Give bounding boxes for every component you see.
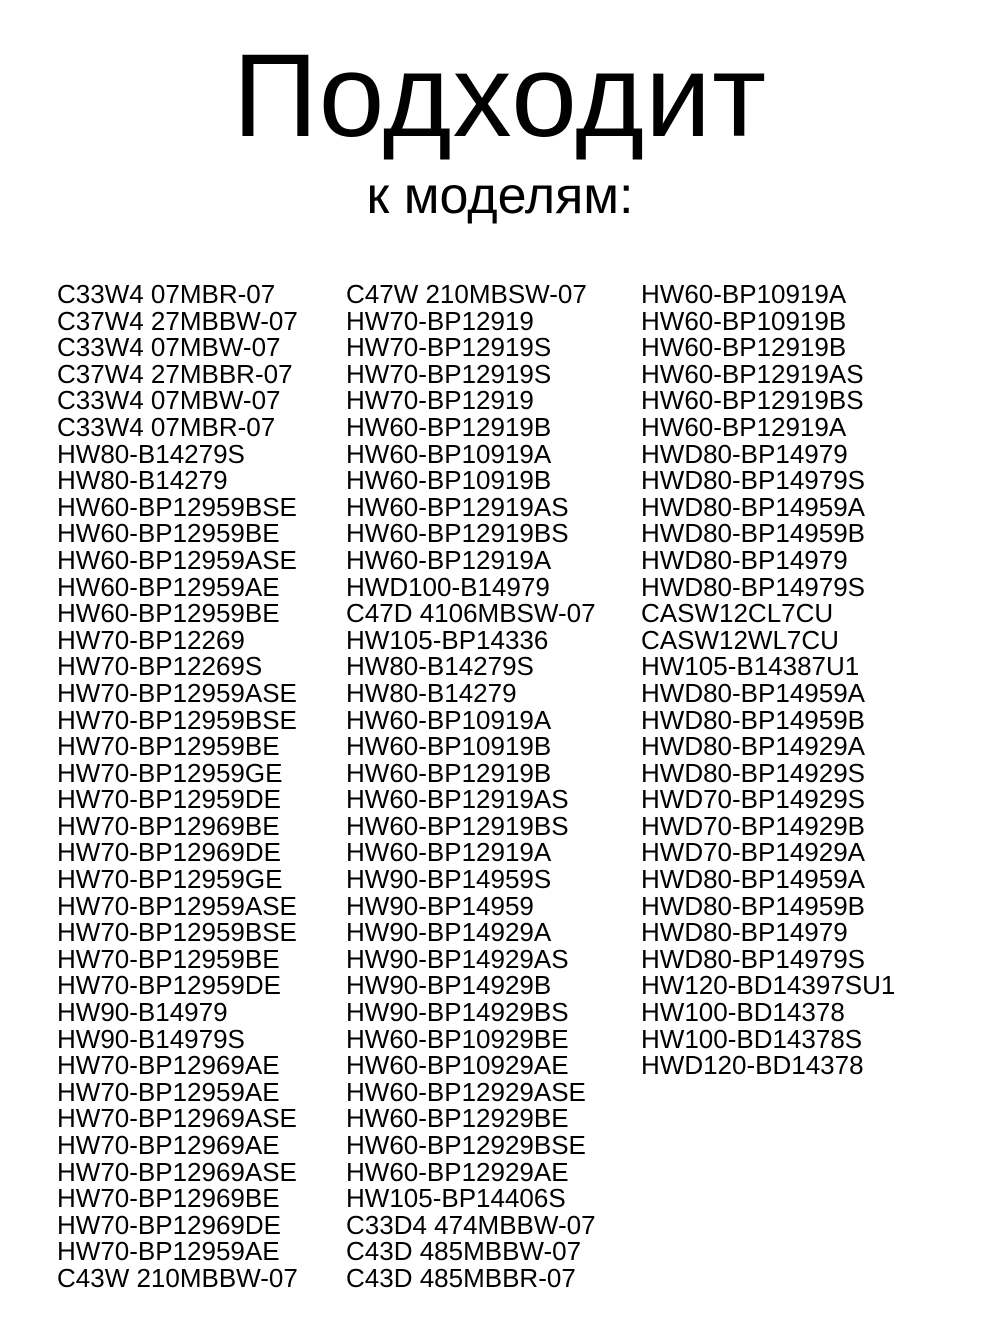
model-list-item: HW60-BP12959ASE	[57, 544, 297, 575]
model-list-item: HW90-B14979	[57, 997, 228, 1028]
model-list-item: C33W4 07MBR-07	[57, 279, 276, 309]
model-list-item: C43D 485MBBR-07	[346, 1262, 576, 1293]
model-list-item: C33W4 07MBR-07	[57, 411, 276, 442]
model-list-item: HWD80-BP14929S	[641, 757, 865, 788]
page-subtitle: к моделям:	[366, 167, 634, 225]
model-list-item: HWD80-BP14959B	[641, 704, 865, 735]
model-list-item: HW80-B14279	[346, 677, 517, 708]
model-list-item: HW60-BP12959BE	[57, 518, 280, 549]
model-list-item: HW70-BP12969DE	[57, 1209, 281, 1240]
model-list-item: HW60-BP12929AE	[346, 1156, 569, 1187]
model-list-item: HW60-BP12919BS	[346, 810, 569, 841]
model-list-item: HWD80-BP14929A	[641, 731, 865, 762]
model-list-item: HW80-B14279	[57, 465, 228, 496]
model-list-item: HW70-BP12959DE	[57, 970, 281, 1001]
model-list-item: HW90-BP14959S	[346, 864, 552, 895]
model-list-item: HW70-BP12919S	[346, 358, 552, 389]
model-list-item: HW70-BP12959ASE	[57, 890, 297, 921]
model-list-item: C37W4 27MBBR-07	[57, 358, 293, 389]
model-list-column-2	[346, 281, 596, 1292]
model-list-item: HW60-BP10919A	[346, 704, 552, 735]
model-list-item: HW70-BP12969AE	[57, 1130, 280, 1160]
model-list-item: HW70-BP12959GE	[57, 864, 283, 895]
model-list-item: HW105-BP14406S	[346, 1183, 566, 1214]
model-list-item: HWD80-BP14959B	[641, 518, 865, 549]
model-list-item: HW70-BP12959ASE	[57, 677, 297, 708]
model-list-item: HW70-BP12959BSE	[57, 704, 297, 735]
model-list-item: HW90-BP14929A	[346, 917, 552, 948]
model-list-item: HW70-BP12969ASE	[57, 1156, 297, 1187]
model-list-item: HW70-BP12919	[346, 305, 534, 336]
model-list-item: HW60-BP10919B	[641, 305, 847, 336]
model-list-item: HW60-BP12929BE	[346, 1103, 569, 1134]
model-list-item: HW100-BD14378	[641, 997, 845, 1028]
model-list-item: HW60-BP10919B	[346, 731, 552, 762]
model-list-item: HWD80-BP14959B	[641, 890, 865, 921]
model-list-item: HW60-BP10929AE	[346, 1050, 569, 1081]
model-list-column-1	[57, 281, 298, 1292]
model-list-item: C33D4 474MBBW-07	[346, 1209, 596, 1240]
model-list-item: HW80-B14279S	[346, 651, 534, 682]
model-list-item: HWD80-BP14959A	[641, 491, 865, 522]
model-list-item: HWD120-BD14378	[641, 1050, 864, 1081]
model-list-item: HW60-BP12919BS	[641, 385, 864, 416]
model-list-item: HW105-B14387U1	[641, 651, 860, 682]
model-list-item: HW70-BP12959AE	[57, 1236, 280, 1267]
model-list-item: HW70-BP12959AE	[57, 1076, 280, 1107]
model-list-item: HWD80-BP14979S	[641, 465, 865, 496]
model-list-item: HW60-BP10929BE	[346, 1023, 569, 1054]
model-list-item: CASW12CL7CU	[641, 598, 834, 629]
model-list-item: HWD80-BP14979	[641, 544, 848, 575]
model-list-item: HWD80-BP14979S	[641, 943, 865, 974]
model-list-item: HW70-BP12969DE	[57, 837, 281, 868]
model-list-item: HW105-BP14336	[346, 624, 549, 655]
model-list-item: HW100-BD14378S	[641, 1023, 863, 1054]
model-list-item: HW70-BP12959GE	[57, 757, 283, 788]
model-list-item: HW60-BP12959AE	[57, 571, 280, 602]
model-list-item: HW60-BP12959BE	[57, 598, 280, 629]
model-list-item: HW70-BP12969BE	[57, 810, 280, 841]
model-list-item: C33W4 07MBW-07	[57, 332, 281, 363]
model-list-item: HWD100-B14979	[346, 571, 550, 602]
model-list-item: HW60-BP10919B	[346, 465, 552, 496]
page-title: Подходит	[232, 30, 768, 162]
model-list-item: HW90-B14979S	[57, 1023, 245, 1054]
model-list-item: C43D 485MBBW-07	[346, 1236, 582, 1267]
model-list-item: HW60-BP12919A	[641, 411, 847, 442]
model-list-item: HW90-BP14929AS	[346, 943, 569, 974]
model-list-item: C47D 4106MBSW-07	[346, 598, 596, 629]
model-list-item: HW60-BP12919AS	[346, 784, 569, 815]
model-list-item: HW60-BP12959BSE	[57, 491, 297, 522]
model-list-item: HWD80-BP14979	[641, 917, 848, 948]
model-list-item: HWD70-BP14929B	[641, 810, 865, 841]
model-list-item: HWD70-BP14929A	[641, 837, 865, 868]
model-list-item: C37W4 27MBBW-07	[57, 305, 298, 336]
model-list-item: HW60-BP12919A	[346, 544, 552, 575]
model-list-item: C47W 210MBSW-07	[346, 279, 587, 309]
model-list-item: HW70-BP12269S	[57, 651, 263, 682]
model-list-item: HWD80-BP14979	[641, 438, 848, 469]
model-list-item: HW80-B14279S	[57, 438, 245, 469]
model-list-item: HW60-BP12919A	[346, 837, 552, 868]
model-list-item: HW70-BP12959DE	[57, 784, 281, 815]
model-list-item: HW60-BP12929ASE	[346, 1076, 586, 1107]
model-list-item: HWD80-BP14959A	[641, 677, 865, 708]
model-list-item: HWD80-BP14979S	[641, 571, 865, 602]
model-list-item: HW60-BP12919AS	[641, 358, 864, 389]
model-list-item: HW70-BP12969ASE	[57, 1103, 297, 1134]
model-list-item: HW90-BP14929BS	[346, 997, 569, 1028]
model-list-item: HW60-BP12919B	[346, 411, 552, 442]
model-list-item: HW60-BP12919BS	[346, 518, 569, 549]
model-list-item: CASW12WL7CU	[641, 624, 839, 655]
model-list-item: HW70-BP12269	[57, 624, 245, 655]
model-list-item: HW70-BP12959BE	[57, 731, 280, 762]
model-list-item: HW60-BP12919B	[641, 332, 847, 363]
model-list-item: C43W 210MBBW-07	[57, 1262, 298, 1293]
model-list-item: HW90-BP14929B	[346, 970, 552, 1001]
model-list-item: HW70-BP12919S	[346, 332, 552, 363]
model-list-item: HW90-BP14959	[346, 890, 534, 921]
model-list-item: HW60-BP12919B	[346, 757, 552, 788]
model-list-item: HW70-BP12969BE	[57, 1183, 280, 1214]
model-list-item: HW70-BP12959BE	[57, 943, 280, 974]
model-list-item: HWD80-BP14959A	[641, 864, 865, 895]
model-list-item: HW60-BP10919A	[346, 438, 552, 469]
model-list-item: HW120-BD14397SU1	[641, 970, 896, 1001]
model-list-column-3	[641, 281, 895, 1079]
model-list-item: HW70-BP12959BSE	[57, 917, 297, 948]
model-list-item: HW70-BP12969AE	[57, 1050, 280, 1081]
model-list-item: HW60-BP12919AS	[346, 491, 569, 522]
model-list-item: C33W4 07MBW-07	[57, 385, 281, 416]
model-list-item: HW70-BP12919	[346, 385, 534, 416]
model-list-item: HWD70-BP14929S	[641, 784, 865, 815]
model-list-item: HW60-BP12929BSE	[346, 1130, 586, 1160]
model-list-item: HW60-BP10919A	[641, 279, 847, 309]
